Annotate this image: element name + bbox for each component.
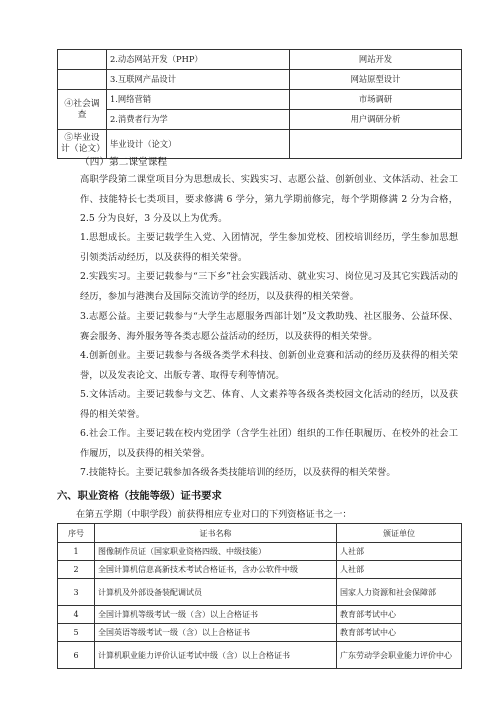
row-number: 1 [58, 543, 95, 561]
table-row [58, 561, 462, 579]
course-cell: 3.互联网产品设计 [107, 70, 290, 90]
section-heading: 六、职业资格（技能等级）证书要求 [57, 490, 222, 502]
paragraph-text: 1.思想成长。主要记载学生入党、入团情况，学生参加党校、团校培训经历，学生参加思想引领类活动经历，以及获得的相关荣誉。 [80, 232, 458, 263]
course-cell: 1.网络营销 [107, 90, 290, 110]
issuer: 国家人力资源和社会保障部 [337, 579, 462, 606]
category-cell [58, 70, 107, 90]
column-header: 颁证单位 [337, 524, 462, 543]
paragraph [62, 307, 458, 346]
table-row [58, 579, 462, 606]
course-table [57, 49, 462, 159]
table-row [58, 624, 462, 642]
issuer: 广东劳动学会职业能力评价中心 [337, 642, 462, 669]
paragraph [62, 385, 458, 424]
paragraph-text: 高职学段第二课堂项目分为思想成长、实践实习、志愿公益、创新创业、文体活动、社会工作、技能特长七类项目，要求修满 6 学分，第九学期前修完，每个学期修满 2 分为合格，2.5 分为良好，3 分及以上为优秀。 [80, 174, 458, 224]
course-cell: 毕业设计（论文） [107, 130, 290, 159]
paragraph [62, 228, 458, 267]
paragraph [62, 463, 458, 483]
issuer: 人社部 [337, 543, 462, 561]
issuer: 教育部考试中心 [337, 624, 462, 642]
paragraph [62, 346, 458, 385]
certificate-name: 全国英语等级考试一级（含）以上合格证书 [95, 624, 337, 642]
item-cell: 网站原型设计 [290, 70, 462, 90]
table-row [58, 543, 462, 561]
paragraph-text: 4.创新创业。主要记载参与各级各类学术科技、创新创业竞赛和活动的经历及获得的相关荣誉，以及发表论文、出版专著、取得专利等情况。 [80, 350, 458, 381]
paragraph-text: 6.社会工作。主要记载在校内党团学（含学生社团）组织的工作任职履历、在校外的社会工作履历，以及获得的相关荣誉。 [80, 428, 458, 459]
row-number: 4 [58, 606, 95, 624]
item-cell: 用户调研分析 [290, 110, 462, 130]
paragraph-text: 5.文体活动。主要记载参与文艺、体育、人文素养等各级各类校园文化活动的经历，以及获得的相关荣誉。 [80, 389, 458, 420]
issuer: 教育部考试中心 [337, 606, 462, 624]
table-row [58, 606, 462, 624]
item-cell [290, 130, 462, 159]
paragraph [62, 267, 458, 306]
section-heading: （四）第二课堂课程 [80, 157, 168, 168]
category-cell [58, 50, 107, 70]
table-row [58, 70, 462, 90]
row-number: 2 [58, 561, 95, 579]
category-cell: ④社会调查 [58, 90, 107, 130]
certificate-name: 计算机职业能力评价认证考试中级（含）以上合格证书 [95, 642, 337, 669]
course-cell: 2.动态网站开发（PHP） [107, 50, 290, 70]
paragraph-text: 2.实践实习。主要记载参与“三下乡”社会实践活动、就业实习、岗位见习及其它实践活动的经历，参加与港澳台及国际交流访学的经历，以及获得的相关荣誉。 [80, 271, 458, 302]
certificate-name: 图像制作员证（国家职业资格四级、中级技能） [95, 543, 337, 561]
row-number: 6 [58, 642, 95, 669]
table-row [58, 90, 462, 110]
certificate-name: 全国计算机等级考试一级（含）以上合格证书 [95, 606, 337, 624]
table-row [58, 642, 462, 669]
issuer: 人社部 [337, 561, 462, 579]
intro-text: 在第五学期（中职学段）前获得相应专业对口的下列资格证书之一： [76, 509, 352, 520]
paragraph [62, 170, 458, 229]
column-header: 序号 [58, 524, 95, 543]
column-header: 证书名称 [95, 524, 337, 543]
paragraph-text: 3.志愿公益。主要记载参与“大学生志愿服务西部计划”及文教助残、社区服务、公益环保、赛会服务、海外服务等各类志愿公益活动的经历，以及获得的相关荣誉。 [80, 311, 458, 342]
course-cell: 2.消费者行为学 [107, 110, 290, 130]
row-number: 3 [58, 579, 95, 606]
paragraph [62, 424, 458, 463]
table-header-row [58, 524, 462, 543]
table-row [58, 110, 462, 130]
category-cell: ⑤毕业设计（论文） [58, 130, 107, 159]
certificate-name: 计算机及外部设备装配调试员 [95, 579, 337, 606]
paragraph-text: 7.技能特长。主要记载参加各级各类技能培训的经历，以及获得的相关荣誉。 [80, 467, 396, 478]
item-cell: 市场调研 [290, 90, 462, 110]
table-row [58, 50, 462, 70]
certificate-table [57, 523, 462, 669]
item-cell: 网站开发 [290, 50, 462, 70]
row-number: 5 [58, 624, 95, 642]
certificate-name: 全国计算机信息高新技术考试合格证书，含办公软件中级 [95, 561, 337, 579]
